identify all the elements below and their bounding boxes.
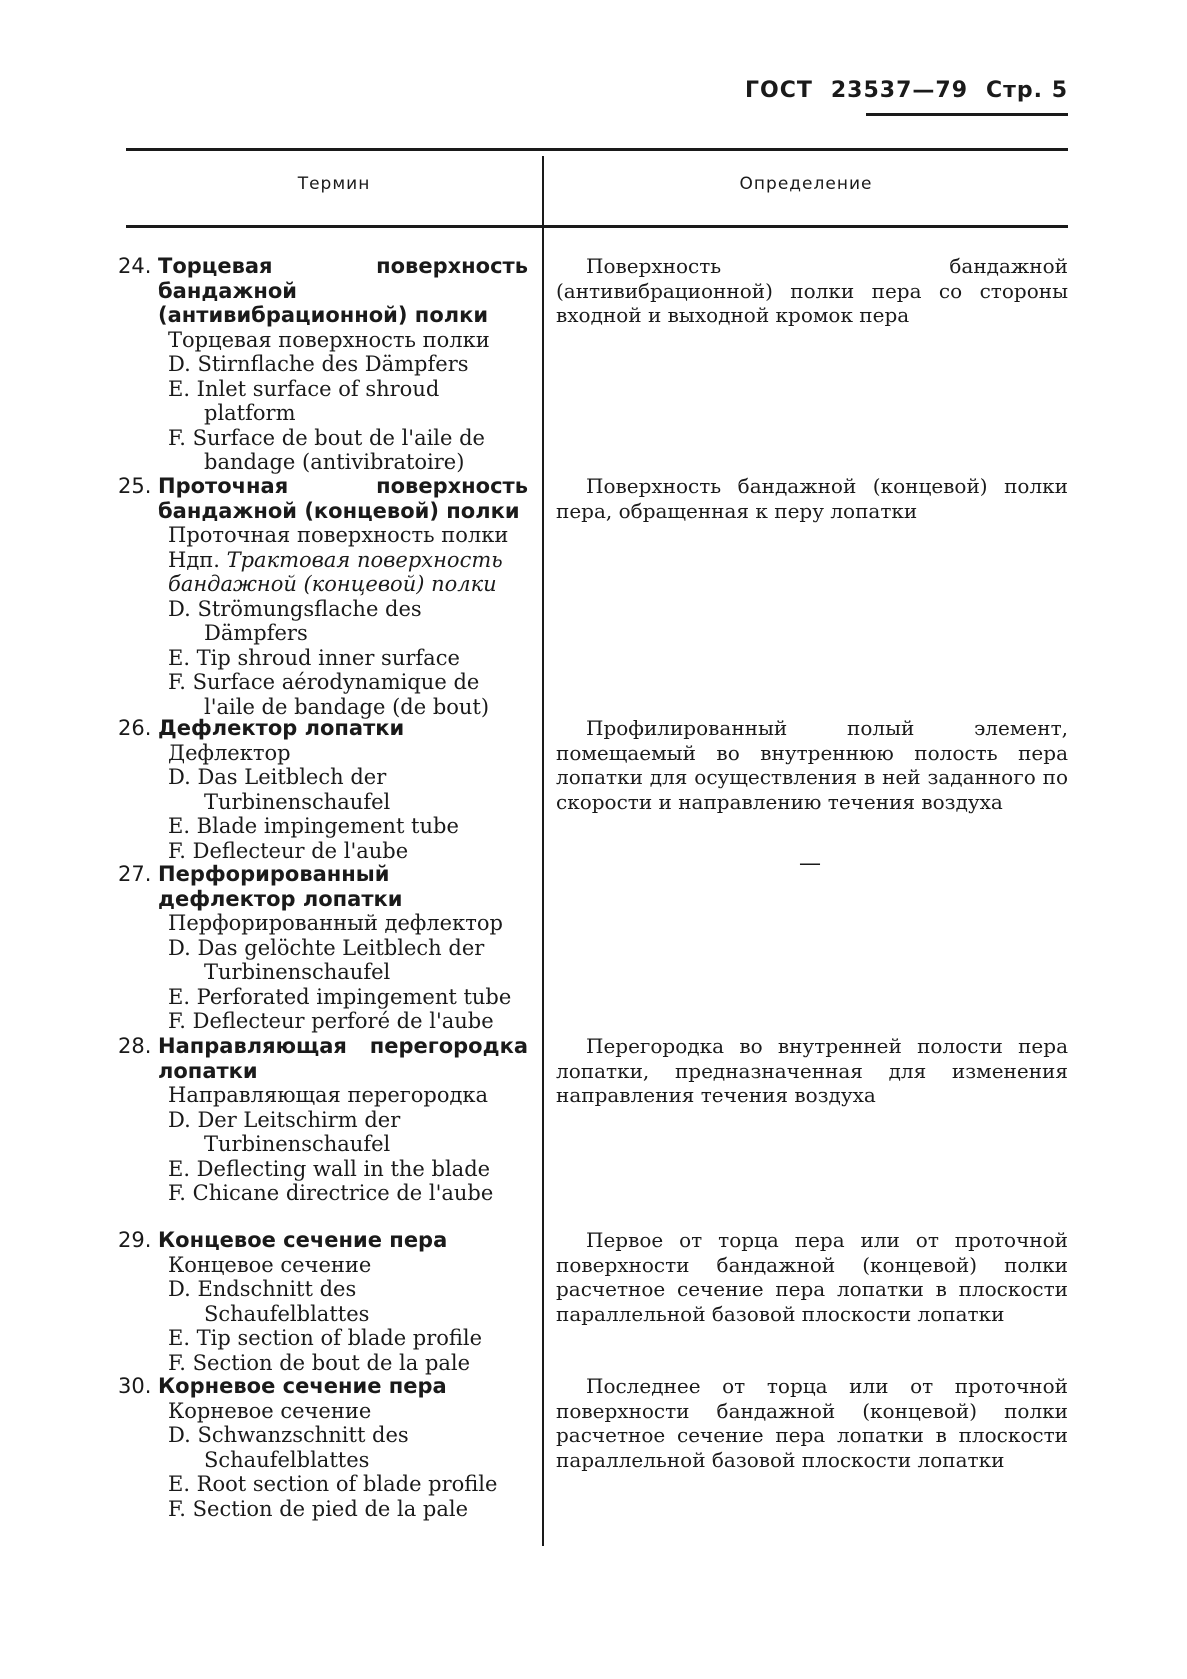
term-title: Концевое сечение пера <box>158 1228 448 1252</box>
table-top-rule <box>126 148 1068 151</box>
term-german: D. Strömungsflache des Dämpfers <box>168 596 422 645</box>
term-entry-28 <box>118 1034 528 1206</box>
term-short: Проточная поверхность полки <box>168 523 509 547</box>
definition-30: Последнее от торца или от проточной поверхности бандажной (концевой) полки расчетное сечение пера лопатки в плоскости параллельной базовой плоскости лопатки <box>556 1374 1068 1472</box>
term-title: Корневое сечение пера <box>158 1374 447 1398</box>
term-title: Торцевая поверхность бандажной (антивибрационной) полки <box>158 254 528 327</box>
standard-label: ГОСТ <box>745 78 813 103</box>
term-number: 29. <box>118 1228 152 1252</box>
term-english: E. Blade impingement tube <box>168 814 459 838</box>
term-number: 28. <box>118 1034 152 1058</box>
term-german: D. Das Leitblech der Turbinenschaufel <box>168 765 391 814</box>
term-french: F. Surface de bout de l'aile de bandage (antivibratoire) <box>168 425 485 474</box>
term-english: E. Inlet surface of shroud platform <box>168 376 440 425</box>
term-title: Направляющая перегородка лопатки <box>158 1034 528 1083</box>
definition-28: Перегородка во внутренней полости пера лопатки, предназначенная для изменения направления течения воздуха <box>556 1034 1068 1107</box>
definition-27: — <box>799 851 821 876</box>
term-german: D. Stirnflache des Dämpfers <box>168 352 469 376</box>
table-header-rule <box>126 225 1068 228</box>
term-french: F. Chicane directrice de l'aube <box>168 1181 494 1205</box>
term-number: 24. <box>118 254 152 278</box>
page-header <box>0 78 1068 103</box>
column-header-definition: Определение <box>739 174 873 194</box>
term-french: F. Section de bout de la pale <box>168 1350 471 1375</box>
term-entry-27 <box>118 862 528 1034</box>
term-short: Торцевая поверхность полки <box>168 327 490 352</box>
term-german: D. Der Leitschirm der Turbinenschaufel <box>168 1107 401 1156</box>
term-french: F. Deflecteur perforé de l'aube <box>168 1009 494 1033</box>
term-german: D. Endschnitt des Schaufelblattes <box>168 1277 370 1326</box>
term-entry-24 <box>118 254 528 475</box>
header-rule <box>866 113 1068 116</box>
standard-number: 23537—79 <box>830 78 969 103</box>
column-header-term: Термин <box>297 174 371 194</box>
deprecated-term: Трактовая поверхность бандажной (концевой) полки <box>168 547 503 596</box>
term-english: E. Deflecting wall in the blade <box>168 1156 491 1181</box>
term-number: 27. <box>118 862 152 886</box>
term-french: F. Section de pied de la pale <box>168 1496 469 1521</box>
term-title: Проточная поверхность бандажной (концевой) полки <box>158 474 528 523</box>
term-entry-25 <box>118 474 528 719</box>
column-divider <box>542 156 544 1546</box>
term-title: Перфорированный дефлектор лопатки <box>158 862 403 911</box>
term-short: Концевое сечение <box>168 1252 372 1277</box>
term-short: Перфорированный дефлектор <box>168 911 503 935</box>
definition-24: Поверхность бандажной (антивибрационной) полки пера со стороны входной и выходной кромок пера <box>556 254 1068 327</box>
term-deprecated <box>118 548 528 597</box>
term-english: E. Tip section of blade profile <box>168 1326 483 1350</box>
term-entry-26 <box>118 716 528 863</box>
term-short: Корневое сечение <box>168 1398 372 1423</box>
term-number: 30. <box>118 1374 152 1398</box>
term-english: E. Root section of blade profile <box>168 1472 498 1496</box>
term-french: F. Surface aérodynamique de l'aile de bandage (de bout) <box>168 670 490 719</box>
definition-26: Профилированный полый элемент, помещаемый во внутреннюю полость пера лопатки для осуществления в ней заданного по скорости и направлению течения воздуха <box>556 716 1068 814</box>
term-english: E. Tip shroud inner surface <box>168 645 460 670</box>
page-number: Стр. 5 <box>986 78 1068 103</box>
term-short: Дефлектор <box>168 740 291 765</box>
definition-25: Поверхность бандажной (концевой) полки пера, обращенная к перу лопатки <box>556 474 1068 523</box>
term-short: Направляющая перегородка <box>168 1083 489 1107</box>
term-number: 25. <box>118 474 152 498</box>
term-german: D. Das gelöchte Leitblech der Turbinenschaufel <box>168 935 485 984</box>
definition-29: Первое от торца пера или от проточной поверхности бандажной (концевой) полки расчетное сечение пера лопатки в плоскости параллельной базовой плоскости лопатки <box>556 1228 1068 1326</box>
deprecated-label: Ндп. <box>168 547 220 572</box>
term-entry-30 <box>118 1374 528 1521</box>
term-entry-29 <box>118 1228 528 1375</box>
term-german: D. Schwanzschnitt des Schaufelblattes <box>168 1423 409 1472</box>
term-french: F. Deflecteur de l'aube <box>168 838 409 863</box>
term-number: 26. <box>118 716 152 740</box>
term-english: E. Perforated impingement tube <box>168 984 512 1009</box>
term-title: Дефлектор лопатки <box>158 716 405 740</box>
